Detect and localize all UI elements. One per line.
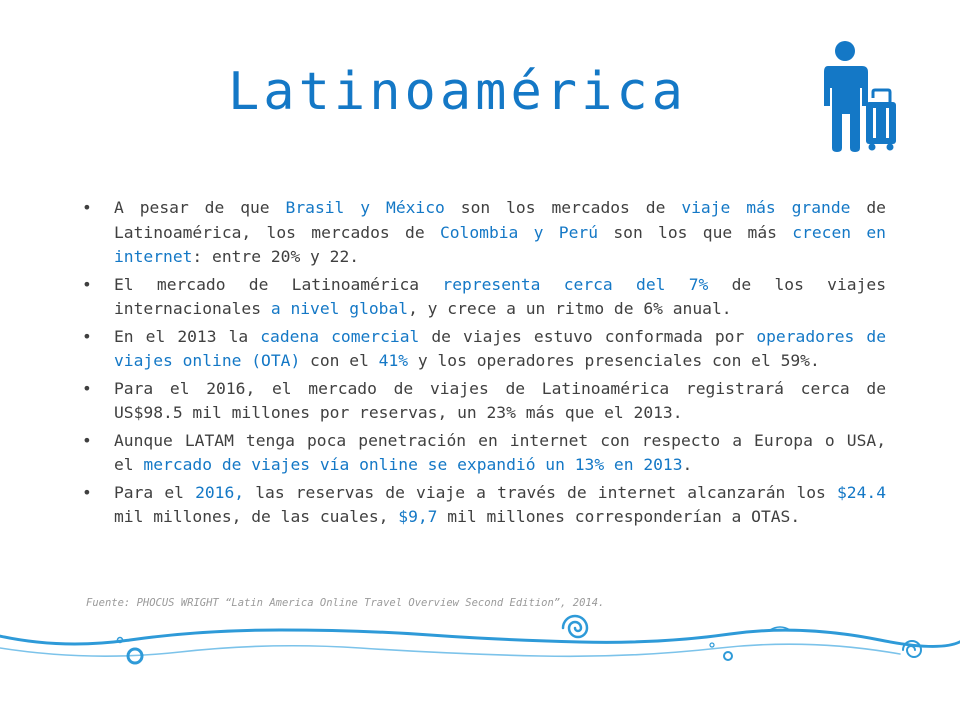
highlighted-text: 2016, — [195, 482, 245, 502]
bullet-text: de Latinoamérica, los mercados de — [114, 198, 886, 242]
bullet-text: En el 2013 la — [114, 326, 261, 346]
bullet-item — [82, 273, 886, 322]
bullet-item — [82, 196, 886, 270]
highlighted-text: $9,7 — [398, 507, 438, 526]
bullet-item — [82, 325, 886, 374]
highlighted-text: viaje más grande — [681, 198, 851, 217]
bullet-text: mil millones, de las cuales, — [114, 507, 399, 526]
highlighted-text: Colombia y Perú — [439, 222, 599, 242]
bullet-text: A pesar de que — [114, 198, 286, 217]
decorative-swirls — [0, 590, 960, 720]
highlighted-text: cadena comercial — [260, 326, 420, 346]
bullet-text: de viajes estuvo conformada por — [419, 326, 757, 346]
bullet-text: Para el — [114, 482, 196, 502]
highlighted-text: a nivel global — [270, 299, 409, 318]
highlighted-text: mercado de viajes vía online se expandió un 13% en 2013 — [143, 455, 683, 474]
traveler-with-luggage-icon — [818, 40, 900, 152]
bullet-item — [82, 429, 886, 478]
bullet-text: con el — [300, 351, 379, 370]
bullet-text: son los mercados de — [444, 198, 682, 217]
highlighted-text: Brasil y México — [285, 198, 445, 217]
highlighted-text: operadores de viajes online (OTA) — [114, 326, 886, 370]
bullet-item — [82, 377, 886, 426]
bullet-text: El mercado de Latinoamérica — [114, 274, 443, 294]
highlighted-text: representa cerca del 7% — [442, 274, 709, 294]
highlighted-text: $24.4 — [837, 482, 887, 502]
bullet-text: Para el 2016, el mercado de viajes de Latinoamérica registrará cerca de US$98.5 mil millones por reservas, un 23% más que el 2013. — [114, 378, 886, 422]
bullet-text: : entre 20% y 22. — [192, 247, 360, 266]
bullet-text: las reservas de viaje a través de internet alcanzarán los — [244, 482, 837, 502]
slide-title: Latinoamérica — [228, 62, 687, 122]
bullet-text: . — [682, 455, 693, 474]
bullet-text: , y crece a un ritmo de 6% anual. — [408, 299, 732, 318]
bullet-text: y los operadores presenciales con el 59%. — [408, 351, 820, 370]
bullet-text: Aunque LATAM tenga poca penetración en internet con respecto a Europa o USA, el — [114, 430, 886, 474]
bullet-text: son los que más — [598, 222, 793, 242]
highlighted-text: 41% — [378, 351, 409, 370]
bullet-text: de los viajes internacionales — [114, 274, 886, 318]
highlighted-text: crecen en internet — [114, 222, 886, 266]
bullet-item — [82, 481, 886, 530]
bullet-text: mil millones corresponderían a OTAS. — [437, 507, 801, 526]
bullet-list — [82, 196, 886, 533]
source-citation: Fuente: PHOCUS WRIGHT “Latin America Online Travel Overview Second Edition”, 2014. — [86, 597, 605, 609]
